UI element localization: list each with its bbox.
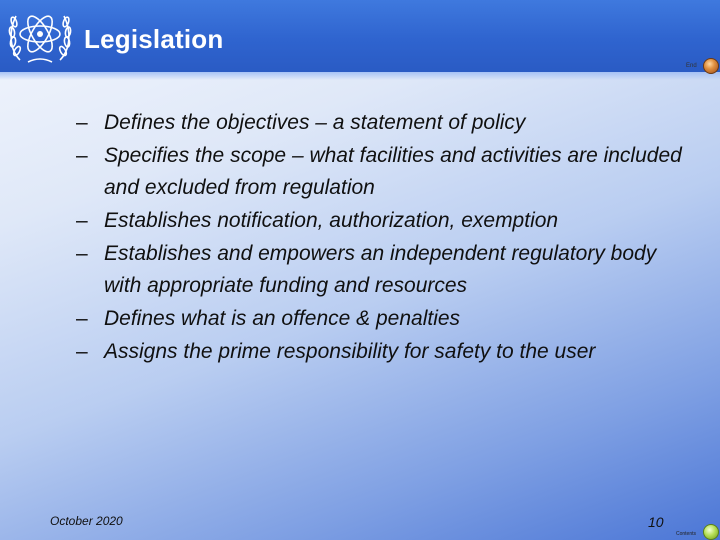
list-item bbox=[70, 107, 690, 139]
list-item bbox=[70, 238, 690, 302]
bullet-text: Specifies the scope – what facilities and activities are included and excluded from regulation bbox=[104, 144, 682, 199]
end-link-label[interactable]: End bbox=[686, 63, 697, 69]
bullet-dash: – bbox=[76, 242, 88, 265]
bullet-text: Defines what is an offence & penalties bbox=[104, 307, 461, 330]
bullet-dash: – bbox=[76, 307, 88, 330]
footer-date: October 2020 bbox=[50, 514, 123, 528]
list-item bbox=[70, 205, 690, 237]
title-bar-glow bbox=[0, 72, 720, 80]
bullet-dash: – bbox=[76, 209, 88, 232]
un-emblem-icon bbox=[6, 2, 74, 70]
contents-link-label[interactable]: Contents bbox=[676, 531, 697, 537]
title-bar bbox=[0, 0, 720, 72]
bullet-text: Defines the objectives – a statement of policy bbox=[104, 111, 526, 134]
arrow-circle-icon[interactable] bbox=[703, 524, 719, 540]
slide-title: Legislation bbox=[84, 24, 224, 54]
bullet-text: Establishes notification, authorization, exemption bbox=[104, 209, 559, 232]
bullet-text: Assigns the prime responsibility for safety to the user bbox=[104, 340, 596, 363]
bullet-dash: – bbox=[76, 111, 88, 134]
face-icon[interactable] bbox=[703, 58, 719, 74]
bullet-dash: – bbox=[76, 340, 88, 363]
list-item bbox=[70, 303, 690, 335]
bullet-list bbox=[70, 107, 690, 369]
list-item bbox=[70, 140, 690, 204]
page-number: 10 bbox=[648, 514, 664, 530]
bullet-dash: – bbox=[76, 144, 88, 167]
bullet-text: Establishes and empowers an independent regulatory body with appropriate funding and resources bbox=[104, 242, 657, 297]
list-item bbox=[70, 336, 690, 368]
